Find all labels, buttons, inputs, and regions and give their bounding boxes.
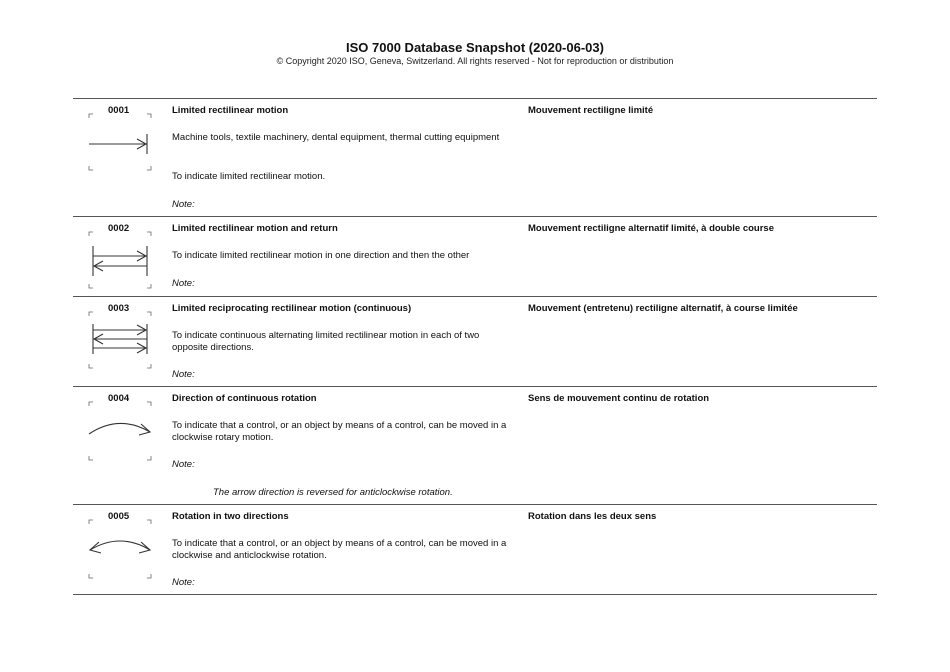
entry-field: Machine tools, textile machinery, dental equipment, thermal cutting equipment bbox=[172, 132, 500, 143]
entry-description: To indicate limited rectilinear motion in one direction and then the other bbox=[172, 250, 470, 261]
entry-note-label: Note: bbox=[172, 278, 195, 289]
entry-number: 0005 bbox=[108, 511, 130, 522]
limited-rectilinear-motion-return-icon bbox=[87, 230, 157, 290]
entry-number: 0002 bbox=[108, 223, 130, 234]
entry-title-en: Direction of continuous rotation bbox=[172, 393, 317, 404]
entry-note-text: The arrow direction is reversed for anticlockwise rotation. bbox=[213, 487, 453, 498]
entry-number: 0001 bbox=[108, 105, 130, 116]
symbol-entry-0002 bbox=[73, 216, 877, 296]
copyright-notice: © Copyright 2020 ISO, Geneva, Switzerland. All rights reserved - Not for reproduction or distribution bbox=[276, 56, 674, 66]
limited-reciprocating-motion-icon bbox=[87, 310, 157, 370]
entry-description: To indicate limited rectilinear motion. bbox=[172, 171, 326, 182]
entry-number: 0004 bbox=[108, 393, 130, 404]
entry-description: To indicate that a control, or an object by means of a control, can be moved in a clockwise and anticlockwise rotation. bbox=[172, 538, 507, 561]
entry-description: To indicate continuous alternating limited rectilinear motion in each of two opposite directions. bbox=[172, 330, 480, 353]
symbol-entry-0003 bbox=[73, 296, 877, 386]
symbol-entry-0001 bbox=[73, 98, 877, 216]
rotation-two-directions-icon bbox=[87, 518, 157, 580]
divider bbox=[73, 594, 877, 595]
entry-number: 0003 bbox=[108, 303, 130, 314]
entry-title-fr: Sens de mouvement continu de rotation bbox=[528, 393, 710, 404]
entry-title-en: Limited rectilinear motion bbox=[172, 105, 289, 116]
entry-note-label: Note: bbox=[172, 577, 195, 588]
entry-title-en: Limited rectilinear motion and return bbox=[172, 223, 338, 234]
entry-description: To indicate that a control, or an object by means of a control, can be moved in a clockwise rotary motion. bbox=[172, 420, 507, 443]
page-title: ISO 7000 Database Snapshot (2020-06-03) bbox=[346, 40, 604, 55]
entry-title-fr: Mouvement rectiligne limité bbox=[528, 105, 654, 116]
entry-note-label: Note: bbox=[172, 459, 195, 470]
entry-title-fr: Rotation dans les deux sens bbox=[528, 511, 657, 522]
entry-title-en: Rotation in two directions bbox=[172, 511, 289, 522]
continuous-rotation-icon bbox=[87, 400, 157, 462]
entry-title-en: Limited reciprocating rectilinear motion (continuous) bbox=[172, 303, 412, 314]
symbol-entry-0005 bbox=[73, 504, 877, 594]
limited-rectilinear-motion-icon bbox=[87, 112, 157, 176]
symbol-entry-0004 bbox=[73, 386, 877, 504]
entry-title-fr: Mouvement (entretenu) rectiligne alternatif, à course limitée bbox=[528, 303, 798, 314]
entry-title-fr: Mouvement rectiligne alternatif limité, à double course bbox=[528, 223, 774, 234]
entry-note-label: Note: bbox=[172, 199, 195, 210]
entry-note-label: Note: bbox=[172, 369, 195, 380]
